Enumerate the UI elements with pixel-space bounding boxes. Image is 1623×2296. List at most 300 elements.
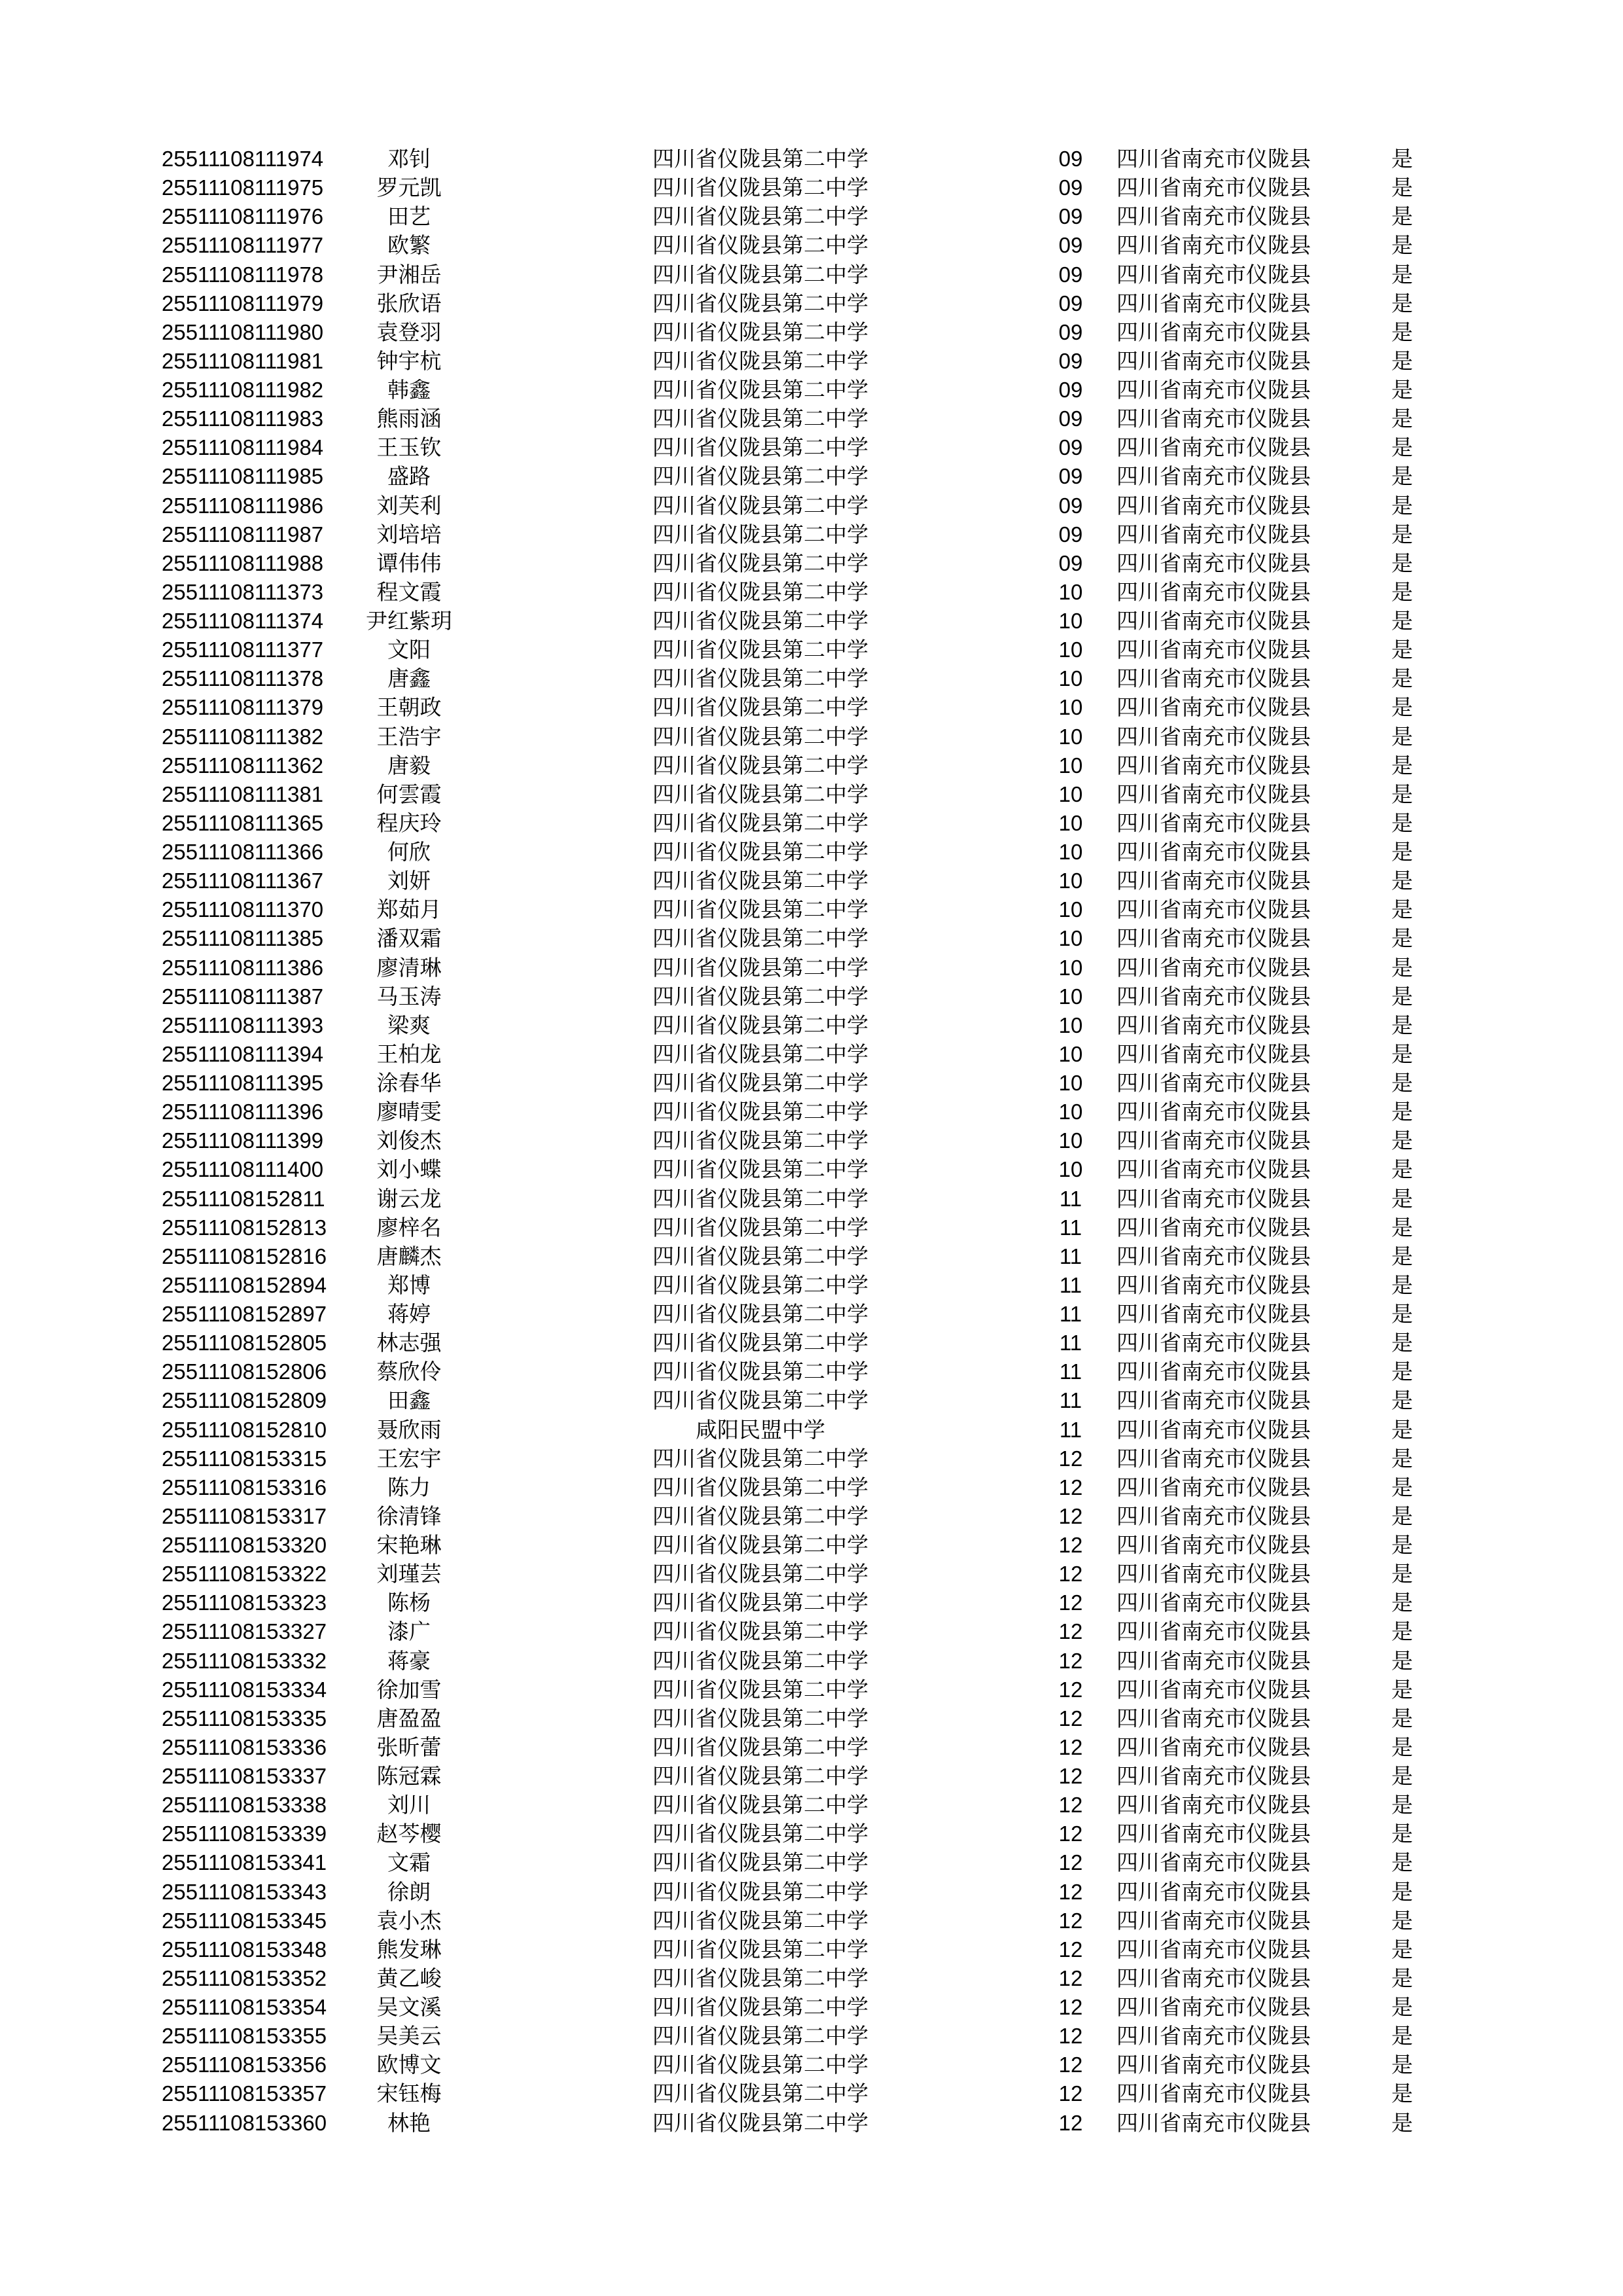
class-cell: 12 [1058,1503,1083,1528]
table-row [0,1617,1623,1646]
status-cell: 是 [1391,694,1413,721]
student-id-cell: 25511108153327 [162,1619,327,1644]
student-name-cell: 钟宇杭 [376,348,442,374]
table-row [0,1733,1623,1762]
class-cell: 09 [1058,175,1083,200]
student-name-cell: 袁小杰 [376,1907,442,1933]
table-row [0,462,1623,491]
table-row [0,1329,1623,1357]
status-cell: 是 [1391,810,1413,836]
class-cell: 12 [1058,1446,1083,1471]
student-name-cell: 文阳 [387,637,431,663]
student-id-cell: 25511108152897 [162,1302,327,1326]
class-cell: 09 [1058,233,1083,258]
region-cell: 四川省南充市仪陇县 [1116,1359,1311,1385]
region-cell: 四川省南充市仪陇县 [1116,1734,1311,1760]
table-row [0,202,1623,231]
table-row [0,1300,1623,1329]
region-cell: 四川省南充市仪陇县 [1116,1301,1311,1327]
student-name-cell: 邓钊 [387,146,431,171]
student-name-cell: 陈力 [387,1474,431,1500]
table-row [0,2109,1623,2138]
status-cell: 是 [1391,1243,1413,1269]
region-cell: 四川省南充市仪陇县 [1116,983,1311,1009]
class-cell: 11 [1059,1331,1082,1355]
school-cell: 四川省仪陇县第二中学 [652,435,868,461]
region-cell: 四川省南充市仪陇县 [1116,146,1311,171]
student-name-cell: 尹湘岳 [376,261,442,287]
student-id-cell: 25511108152813 [162,1215,327,1240]
table-row [0,664,1623,693]
status-cell: 是 [1391,1416,1413,1443]
table-row [0,954,1623,982]
table-row [0,1155,1623,1184]
status-cell: 是 [1391,666,1413,692]
table-row [0,1531,1623,1560]
class-cell: 10 [1058,724,1083,749]
student-name-cell: 罗元凯 [376,175,442,201]
table-row [0,1502,1623,1531]
student-id-cell: 25511108153357 [162,2081,327,2106]
class-cell: 12 [1058,2110,1083,2135]
school-cell: 四川省仪陇县第二中学 [652,868,868,894]
student-name-cell: 徐加雪 [376,1676,442,1702]
class-cell: 09 [1058,262,1083,287]
region-cell: 四川省南充市仪陇县 [1116,2081,1311,2107]
table-row [0,924,1623,953]
table-row [0,1878,1623,1907]
student-id-cell: 25511108153339 [162,1821,327,1846]
student-name-cell: 林志强 [376,1330,442,1356]
region-cell: 四川省南充市仪陇县 [1116,781,1311,807]
student-id-cell: 25511108152805 [162,1331,327,1355]
class-cell: 12 [1058,1619,1083,1644]
region-cell: 四川省南充市仪陇县 [1116,1503,1311,1529]
class-cell: 12 [1058,1706,1083,1731]
student-id-cell: 25511108111382 [162,724,324,749]
region-cell: 四川省南充市仪陇县 [1116,463,1311,490]
region-cell: 四川省南充市仪陇县 [1116,1474,1311,1500]
region-cell: 四川省南充市仪陇县 [1116,723,1311,749]
student-id-cell: 25511108153354 [162,1995,327,2019]
class-cell: 12 [1058,2053,1083,2077]
student-id-cell: 25511108111393 [162,1013,324,1037]
student-id-cell: 25511108153337 [162,1764,327,1788]
school-cell: 四川省仪陇县第二中学 [652,1850,868,1876]
student-id-cell: 25511108152816 [162,1244,327,1268]
school-cell: 四川省仪陇县第二中学 [652,377,868,403]
status-cell: 是 [1391,2023,1413,2049]
student-id-cell: 25511108111980 [162,319,324,344]
class-cell: 11 [1059,1215,1082,1240]
student-name-cell: 何欣 [387,839,431,865]
student-id-cell: 25511108111370 [162,897,324,922]
school-cell: 四川省仪陇县第二中学 [652,1070,868,1096]
table-row [0,1357,1623,1386]
class-cell: 10 [1058,984,1083,1009]
table-row [0,347,1623,376]
class-cell: 11 [1059,1186,1082,1211]
student-id-cell: 25511108152810 [162,1417,327,1442]
student-id-cell: 25511108111373 [162,579,324,604]
status-cell: 是 [1391,1532,1413,1558]
class-cell: 12 [1058,1677,1083,1702]
region-cell: 四川省南充市仪陇县 [1116,666,1311,692]
status-cell: 是 [1391,1619,1413,1645]
school-cell: 四川省仪陇县第二中学 [652,1185,868,1211]
status-cell: 是 [1391,550,1413,576]
table-row [0,1676,1623,1704]
class-cell: 10 [1058,609,1083,633]
student-id-cell: 25511108111976 [162,204,324,229]
region-cell: 四川省南充市仪陇县 [1116,925,1311,952]
class-cell: 09 [1058,204,1083,229]
student-name-cell: 王柏龙 [376,1041,442,1067]
student-name-cell: 程文霞 [376,579,442,605]
region-cell: 四川省南充市仪陇县 [1116,1070,1311,1096]
table-row [0,780,1623,809]
school-cell: 四川省仪陇县第二中学 [652,521,868,547]
region-cell: 四川省南充市仪陇县 [1116,377,1311,403]
school-cell: 四川省仪陇县第二中学 [652,1330,868,1356]
student-id-cell: 25511108111386 [162,955,324,980]
table-row [0,693,1623,722]
student-id-cell: 25511108153320 [162,1533,327,1557]
class-cell: 12 [1058,1533,1083,1557]
student-name-cell: 陈杨 [387,1590,431,1616]
status-cell: 是 [1391,1821,1413,1847]
status-cell: 是 [1391,637,1413,663]
class-cell: 12 [1058,1648,1083,1673]
school-cell: 四川省仪陇县第二中学 [652,290,868,316]
class-cell: 09 [1058,147,1083,171]
status-cell: 是 [1391,868,1413,894]
student-name-cell: 徐朗 [387,1878,431,1905]
table-row [0,1444,1623,1473]
status-cell: 是 [1391,1936,1413,1962]
student-name-cell: 唐鑫 [387,666,431,692]
school-cell: 四川省仪陇县第二中学 [652,579,868,605]
class-cell: 09 [1058,435,1083,460]
student-id-cell: 25511108111365 [162,810,324,835]
school-cell: 四川省仪陇县第二中学 [652,1705,868,1731]
class-cell: 12 [1058,1937,1083,1962]
class-cell: 12 [1058,1821,1083,1846]
region-cell: 四川省南充市仪陇县 [1116,348,1311,374]
status-cell: 是 [1391,839,1413,865]
status-cell: 是 [1391,1272,1413,1298]
student-id-cell: 25511108111977 [162,233,324,258]
table-row [0,1185,1623,1213]
region-cell: 四川省南充市仪陇县 [1116,1185,1311,1211]
student-id-cell: 25511108111396 [162,1100,324,1124]
status-cell: 是 [1391,1907,1413,1933]
table-row [0,1011,1623,1040]
status-cell: 是 [1391,1647,1413,1674]
school-cell: 四川省仪陇县第二中学 [652,348,868,374]
table-row [0,173,1623,202]
student-id-cell: 25511108152811 [162,1186,325,1211]
school-cell: 四川省仪陇县第二中学 [652,463,868,490]
student-name-cell: 郑博 [387,1272,431,1298]
student-id-cell: 25511108153360 [162,2110,327,2135]
table-row [0,1704,1623,1733]
class-cell: 10 [1058,637,1083,662]
region-cell: 四川省南充市仪陇县 [1116,1330,1311,1356]
student-name-cell: 田艺 [387,204,431,230]
student-id-cell: 25511108111387 [162,984,324,1009]
region-cell: 四川省南充市仪陇县 [1116,2023,1311,2049]
school-cell: 四川省仪陇县第二中学 [652,694,868,721]
region-cell: 四川省南充市仪陇县 [1116,897,1311,923]
student-id-cell: 25511108153335 [162,1706,327,1731]
status-cell: 是 [1391,1214,1413,1240]
school-cell: 四川省仪陇县第二中学 [652,204,868,230]
status-cell: 是 [1391,1561,1413,1587]
class-cell: 09 [1058,378,1083,402]
student-id-cell: 25511108153334 [162,1677,327,1702]
table-row [0,1907,1623,1935]
region-cell: 四川省南充市仪陇县 [1116,1907,1311,1933]
student-id-cell: 25511108111978 [162,262,324,287]
student-id-cell: 25511108111377 [162,637,324,662]
region-cell: 四川省南充市仪陇县 [1116,637,1311,663]
table-row [0,1762,1623,1791]
student-id-cell: 25511108111379 [162,695,324,720]
status-cell: 是 [1391,1128,1413,1154]
class-cell: 09 [1058,348,1083,373]
student-name-cell: 宋钰梅 [376,2081,442,2107]
student-name-cell: 廖清琳 [376,954,442,980]
status-cell: 是 [1391,1388,1413,1414]
status-cell: 是 [1391,1070,1413,1096]
student-id-cell: 25511108111399 [162,1128,324,1153]
region-cell: 四川省南充市仪陇县 [1116,435,1311,461]
status-cell: 是 [1391,2081,1413,2107]
class-cell: 12 [1058,1793,1083,1818]
school-cell: 四川省仪陇县第二中学 [652,1763,868,1789]
table-row [0,1126,1623,1155]
region-cell: 四川省南充市仪陇县 [1116,1128,1311,1154]
class-cell: 12 [1058,2024,1083,2049]
region-cell: 四川省南充市仪陇县 [1116,1157,1311,1183]
school-cell: 四川省仪陇县第二中学 [652,146,868,171]
region-cell: 四川省南充市仪陇县 [1116,1619,1311,1645]
class-cell: 12 [1058,1764,1083,1788]
class-cell: 10 [1058,579,1083,604]
student-id-cell: 25511108111981 [162,348,324,373]
table-row [0,723,1623,751]
student-id-cell: 25511108111378 [162,666,324,691]
status-cell: 是 [1391,1185,1413,1211]
status-cell: 是 [1391,983,1413,1009]
region-cell: 四川省南充市仪陇县 [1116,1214,1311,1240]
class-cell: 12 [1058,2081,1083,2106]
student-id-cell: 25511108153322 [162,1562,327,1587]
class-cell: 11 [1059,1388,1082,1413]
status-cell: 是 [1391,204,1413,230]
status-cell: 是 [1391,1850,1413,1876]
student-id-cell: 25511108153343 [162,1879,327,1904]
region-cell: 四川省南充市仪陇县 [1116,1561,1311,1587]
status-cell: 是 [1391,319,1413,345]
class-cell: 12 [1058,1879,1083,1904]
status-cell: 是 [1391,232,1413,259]
student-id-cell: 25511108153345 [162,1908,327,1933]
student-id-cell: 25511108152894 [162,1272,327,1297]
status-cell: 是 [1391,1965,1413,1991]
school-cell: 四川省仪陇县第二中学 [652,1936,868,1962]
student-name-cell: 尹红紫玥 [366,608,452,634]
table-row [0,1993,1623,2022]
region-cell: 四川省南充市仪陇县 [1116,1878,1311,1905]
region-cell: 四川省南充市仪陇县 [1116,1792,1311,1818]
table-row [0,260,1623,289]
status-cell: 是 [1391,1330,1413,1356]
student-name-cell: 韩鑫 [387,377,431,403]
student-id-cell: 25511108153317 [162,1503,327,1528]
student-name-cell: 熊雨涵 [376,406,442,432]
student-name-cell: 吴美云 [376,2023,442,2049]
student-name-cell: 盛路 [387,463,431,490]
status-cell: 是 [1391,925,1413,952]
student-name-cell: 漆广 [387,1619,431,1645]
region-cell: 四川省南充市仪陇县 [1116,1676,1311,1702]
region-cell: 四川省南充市仪陇县 [1116,1994,1311,2020]
student-id-cell: 25511108111985 [162,464,324,489]
school-cell: 四川省仪陇县第二中学 [652,2109,868,2136]
student-id-cell: 25511108111381 [162,781,324,806]
student-id-cell: 25511108111366 [162,840,324,864]
status-cell: 是 [1391,1099,1413,1125]
student-name-cell: 林艳 [387,2109,431,2136]
student-name-cell: 蔡欣伶 [376,1359,442,1385]
region-cell: 四川省南充市仪陇县 [1116,1532,1311,1558]
region-cell: 四川省南充市仪陇县 [1116,839,1311,865]
table-row [0,838,1623,867]
class-cell: 10 [1058,1041,1083,1066]
table-row [0,982,1623,1011]
table-row [0,1213,1623,1242]
school-cell: 四川省仪陇县第二中学 [652,1243,868,1269]
school-cell: 四川省仪陇县第二中学 [652,1532,868,1558]
school-cell: 四川省仪陇县第二中学 [652,1445,868,1471]
student-id-cell: 25511108111400 [162,1157,324,1182]
student-id-cell: 25511108111975 [162,175,324,200]
class-cell: 10 [1058,666,1083,691]
class-cell: 12 [1058,1850,1083,1875]
student-name-cell: 王玉钦 [376,435,442,461]
student-name-cell: 马玉涛 [376,983,442,1009]
status-cell: 是 [1391,1041,1413,1067]
region-cell: 四川省南充市仪陇县 [1116,550,1311,576]
school-cell: 四川省仪陇县第二中学 [652,1878,868,1905]
student-list-table [0,145,1623,2138]
status-cell: 是 [1391,1503,1413,1529]
student-name-cell: 何雲霞 [376,781,442,807]
class-cell: 09 [1058,550,1083,575]
school-cell: 四川省仪陇县第二中学 [652,1907,868,1933]
table-row [0,636,1623,664]
status-cell: 是 [1391,1301,1413,1327]
student-id-cell: 25511108111385 [162,926,324,951]
student-name-cell: 王朝政 [376,694,442,721]
student-name-cell: 文霜 [387,1850,431,1876]
table-row [0,1098,1623,1126]
region-cell: 四川省南充市仪陇县 [1116,1445,1311,1471]
table-row [0,492,1623,520]
class-cell: 10 [1058,1013,1083,1037]
region-cell: 四川省南充市仪陇县 [1116,1936,1311,1962]
status-cell: 是 [1391,348,1413,374]
student-name-cell: 赵芩樱 [376,1821,442,1847]
school-cell: 四川省仪陇县第二中学 [652,1561,868,1587]
table-row [0,607,1623,636]
student-id-cell: 25511108111374 [162,609,324,633]
class-cell: 10 [1058,1157,1083,1182]
region-cell: 四川省南充市仪陇县 [1116,1388,1311,1414]
student-id-cell: 25511108111986 [162,493,324,518]
student-name-cell: 涂春华 [376,1070,442,1096]
school-cell: 四川省仪陇县第二中学 [652,1272,868,1298]
student-id-cell: 25511108153332 [162,1648,327,1673]
student-name-cell: 刘芙利 [376,492,442,518]
student-name-cell: 张欣语 [376,290,442,316]
class-cell: 10 [1058,1071,1083,1095]
student-name-cell: 刘瑾芸 [376,1561,442,1587]
school-cell: 四川省仪陇县第二中学 [652,2081,868,2107]
class-cell: 09 [1058,464,1083,489]
school-cell: 四川省仪陇县第二中学 [652,1388,868,1414]
status-cell: 是 [1391,1359,1413,1385]
table-row [0,1964,1623,1993]
class-cell: 10 [1058,753,1083,778]
student-name-cell: 唐毅 [387,752,431,778]
student-name-cell: 黄乙峻 [376,1965,442,1991]
table-row [0,1820,1623,1848]
student-id-cell: 25511108111974 [162,147,324,171]
school-cell: 四川省仪陇县第二中学 [652,1821,868,1847]
class-cell: 09 [1058,319,1083,344]
region-cell: 四川省南充市仪陇县 [1116,492,1311,518]
student-name-cell: 唐麟杰 [376,1243,442,1269]
student-id-cell: 25511108111982 [162,378,324,402]
school-cell: 四川省仪陇县第二中学 [652,1128,868,1154]
status-cell: 是 [1391,954,1413,980]
student-id-cell: 25511108111987 [162,522,324,547]
status-cell: 是 [1391,1792,1413,1818]
status-cell: 是 [1391,406,1413,432]
student-id-cell: 25511108111979 [162,291,324,315]
student-name-cell: 谢云龙 [376,1185,442,1211]
school-cell: 四川省仪陇县第二中学 [652,1157,868,1183]
school-cell: 四川省仪陇县第二中学 [652,1647,868,1674]
table-row [0,1271,1623,1300]
status-cell: 是 [1391,1878,1413,1905]
table-row [0,1242,1623,1271]
school-cell: 四川省仪陇县第二中学 [652,1676,868,1702]
status-cell: 是 [1391,1994,1413,2020]
region-cell: 四川省南充市仪陇县 [1116,1416,1311,1443]
student-name-cell: 张昕蕾 [376,1734,442,1760]
student-name-cell: 宋艳琳 [376,1532,442,1558]
region-cell: 四川省南充市仪陇县 [1116,694,1311,721]
school-cell: 四川省仪陇县第二中学 [652,839,868,865]
table-row [0,1416,1623,1444]
student-name-cell: 欧繁 [387,232,431,259]
status-cell: 是 [1391,1157,1413,1183]
region-cell: 四川省南充市仪陇县 [1116,1763,1311,1789]
